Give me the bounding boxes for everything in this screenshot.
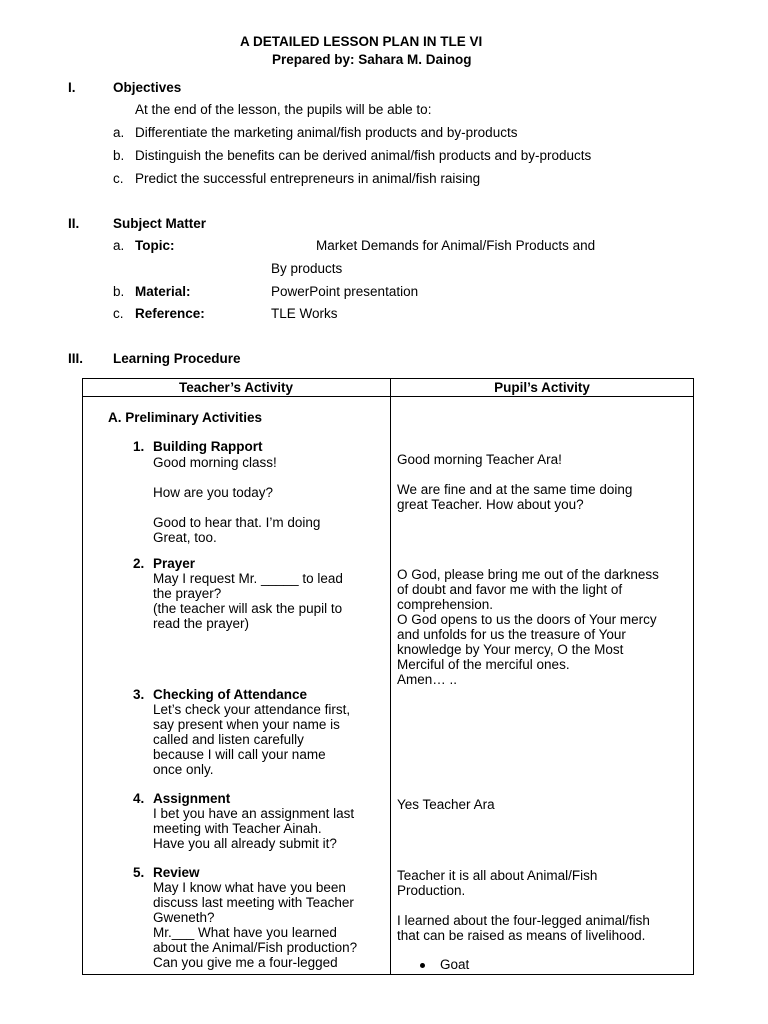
step-teacher-text: May I know what have you been discuss last meeting with Teacher Gweneth? Mr.___ What have you learned about the Animal/Fish production? Can you give me a four-legged — [153, 880, 358, 970]
document-title: A DETAILED LESSON PLAN IN TLE VI — [240, 34, 483, 49]
step-title-review: Review — [153, 865, 200, 880]
step-number: 2. — [133, 556, 145, 571]
bullet-icon — [420, 963, 425, 968]
step-number: 3. — [133, 687, 145, 702]
pupil-activity-header: Pupil’s Activity — [494, 380, 590, 395]
topic-label: Topic: — [135, 238, 175, 253]
section-heading-learning-procedure: Learning Procedure — [113, 351, 241, 366]
step-number: 4. — [133, 791, 145, 806]
step-teacher-text: I bet you have an assignment last meeting with Teacher Ainah. Have you all already submit it? — [153, 806, 355, 851]
step-pupil-text: Yes Teacher Ara — [397, 797, 495, 812]
section-numeral: I. — [68, 80, 76, 95]
list-letter: b. — [113, 284, 125, 299]
objective-item: Differentiate the marketing animal/fish products and by-products — [135, 125, 518, 140]
step-teacher-text: May I request Mr. _____ to lead the prayer? (the teacher will ask the pupil to read the prayer) — [153, 571, 343, 631]
section-heading-objectives: Objectives — [113, 80, 182, 95]
step-pupil-text: Teacher it is all about Animal/Fish Production. I learned about the four-legged animal/fish that can be raised as means of livelihood. — [397, 868, 650, 943]
step-pupil-text: Good morning Teacher Ara! We are fine and at the same time doing great Teacher. How about you? — [397, 452, 633, 512]
prepared-by: Prepared by: Sahara M. Dainog — [272, 52, 472, 67]
list-letter: a. — [113, 238, 125, 253]
step-number: 5. — [133, 865, 145, 880]
section-heading-subject-matter: Subject Matter — [113, 216, 207, 231]
step-title-building-rapport: Building Rapport — [153, 439, 263, 454]
step-teacher-text: Good morning class! How are you today? Good to hear that. I’m doing Great, too. — [153, 455, 321, 545]
topic-value-continued: By products — [271, 261, 343, 276]
bullet-list-item — [420, 957, 469, 973]
step-teacher-text: Let’s check your attendance first, say present when your name is called and listen carefully because I will call your name once only. — [153, 702, 351, 777]
material-value: PowerPoint presentation — [271, 284, 419, 299]
list-letter: a. — [113, 125, 125, 140]
step-title-prayer: Prayer — [153, 556, 196, 571]
reference-label: Reference: — [135, 306, 205, 321]
step-title-checking-attendance: Checking of Attendance — [153, 687, 308, 702]
section-numeral: II. — [68, 216, 80, 231]
list-letter: c. — [113, 171, 124, 186]
section-numeral: III. — [68, 351, 84, 366]
step-pupil-text: O God, please bring me out of the darkness of doubt and favor me with the light of comprehension. O God opens to us the doors of Your mercy and unfolds for us the treasure of Your knowledge by Your mercy, O the Most Merciful of the merciful ones. Amen… .. — [397, 567, 659, 687]
list-letter: b. — [113, 148, 125, 163]
objective-item: Distinguish the benefits can be derived animal/fish products and by-products — [135, 148, 592, 163]
bullet-text: Goat — [440, 957, 470, 972]
teacher-activity-header: Teacher’s Activity — [178, 380, 294, 395]
objective-item: Predict the successful entrepreneurs in animal/fish raising — [135, 171, 481, 186]
step-number: 1. — [133, 439, 145, 454]
list-letter: c. — [113, 306, 124, 321]
table-column-divider — [390, 378, 391, 975]
table-header-divider — [82, 396, 694, 397]
reference-value: TLE Works — [271, 306, 338, 321]
topic-value: Market Demands for Animal/Fish Products and — [316, 238, 596, 253]
material-label: Material: — [135, 284, 191, 299]
objectives-intro: At the end of the lesson, the pupils will be able to: — [135, 102, 432, 117]
preliminary-activities-heading: A. Preliminary Activities — [108, 410, 263, 425]
step-title-assignment: Assignment — [153, 791, 231, 806]
